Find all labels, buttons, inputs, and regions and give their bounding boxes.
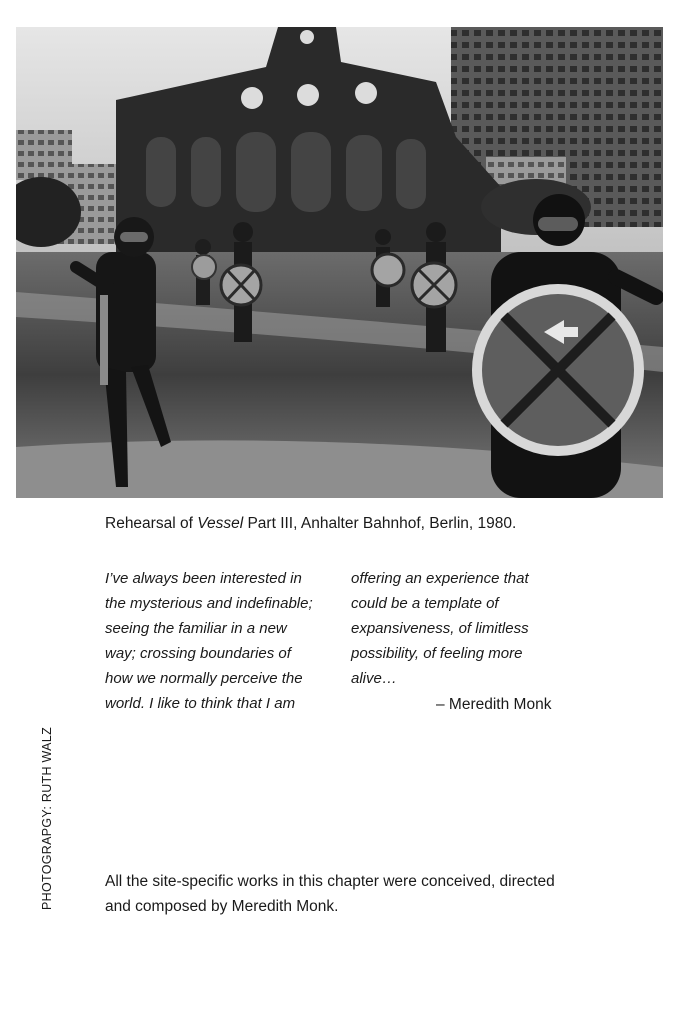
quote-line: seeing the familiar in a new [105,620,287,637]
photo-illustration [16,27,663,498]
quote-line: possibility, of feeling more [351,645,523,662]
quote-line: alive… [351,670,397,687]
ruin-window [297,84,319,106]
chapter-note [105,869,625,919]
quote-line: I’ve always been interested in [105,570,302,587]
quote-line: expansiveness, of limitless [351,620,529,637]
quote-line: offering an experience that [351,570,529,587]
quote-line: world. I like to think that I am [105,695,296,712]
quote-left-column [105,566,340,716]
quote-attribution: – Meredith Monk [436,696,552,713]
caption-prefix: Rehearsal of [105,515,198,532]
ruin-window [300,30,314,44]
quote-right-column [351,566,586,691]
chapter-note-line: and composed by Meredith Monk. [105,898,339,915]
quote-line: way; crossing boundaries of [105,645,291,662]
chapter-note-line: All the site-specific works in this chapter were conceived, directed [105,873,555,890]
quote-line: how we normally perceive the [105,670,303,687]
caption-title: Vessel [197,515,244,532]
rehearsal-photo [16,27,663,498]
prohibition-sign [472,284,644,456]
photo-credit: PHOTOGRAPGY: RUTH WALZ [40,726,54,910]
quote-line: could be a template of [351,595,499,612]
photo-caption [105,514,625,534]
ruin-window [355,82,377,104]
quote-line: the mysterious and indefinable; [105,595,313,612]
ruin-window [241,87,263,109]
caption-suffix: Part III, Anhalter Bahnhof, Berlin, 1980. [243,515,517,532]
